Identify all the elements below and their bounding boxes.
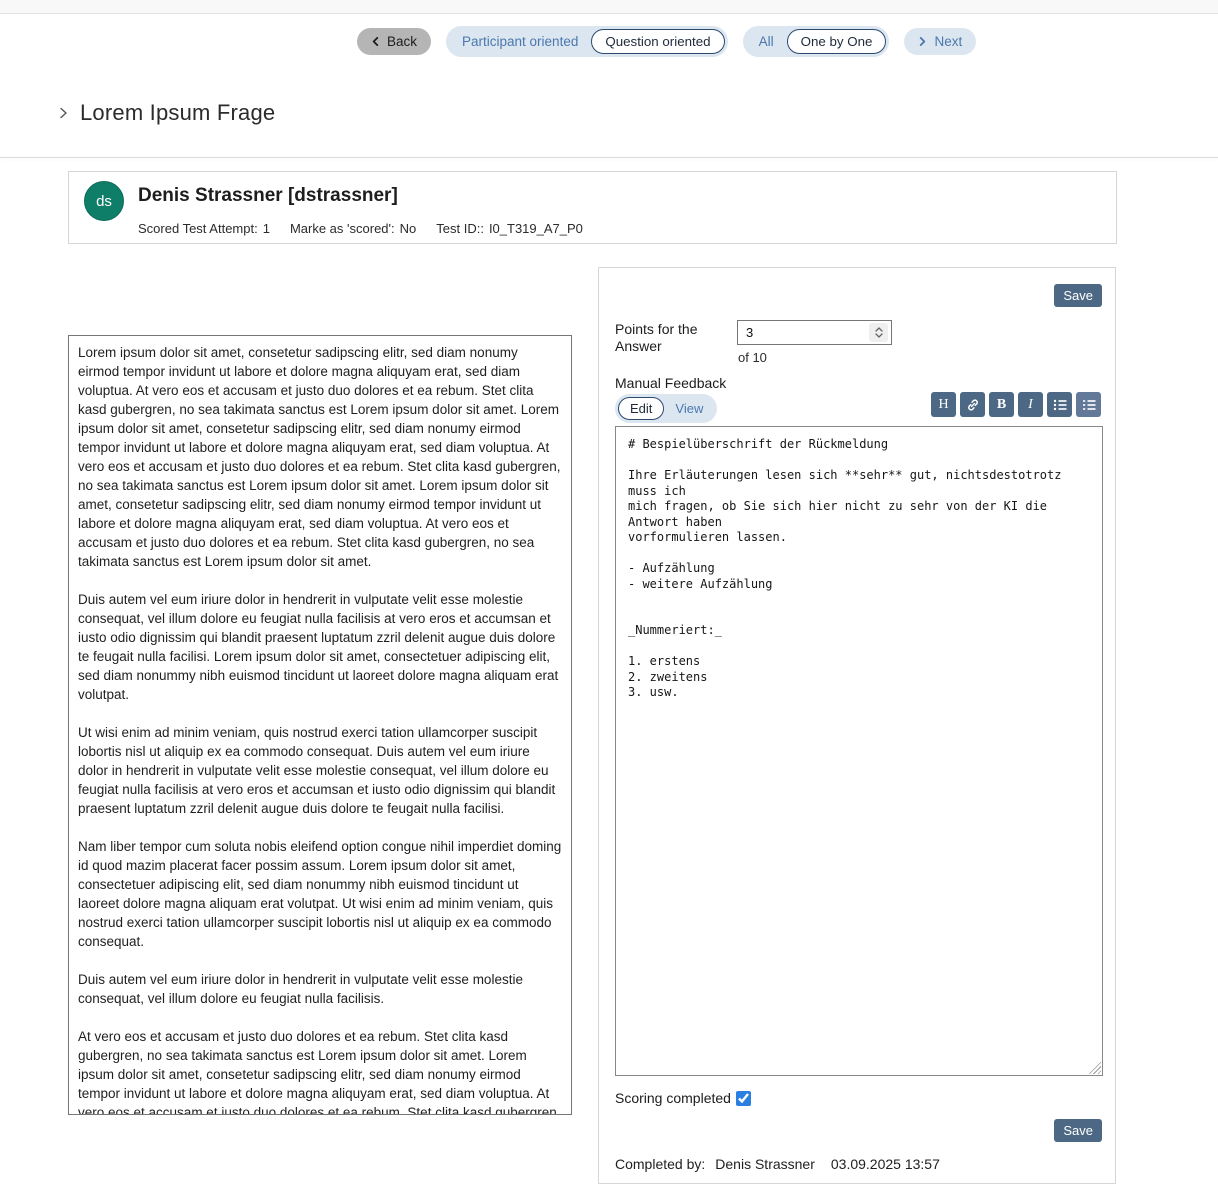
test-id-value: I0_T319_A7_P0 bbox=[488, 221, 583, 236]
feedback-textarea[interactable] bbox=[615, 426, 1103, 1076]
scoring-completed-checkbox[interactable] bbox=[736, 1091, 751, 1106]
scored-attempt-label: Scored Test Attempt: bbox=[138, 221, 258, 236]
top-strip bbox=[0, 0, 1218, 14]
chevron-left-icon bbox=[371, 37, 380, 46]
one-by-one-button[interactable]: One by One bbox=[787, 29, 887, 54]
spinner-down-icon bbox=[875, 333, 883, 338]
italic-icon: I bbox=[1028, 396, 1033, 412]
completed-by-label: Completed by: bbox=[615, 1156, 706, 1172]
save-button-bottom[interactable]: Save bbox=[1054, 1119, 1102, 1142]
marked-scored-pair bbox=[290, 221, 416, 236]
back-button-label: Back bbox=[387, 34, 418, 49]
scored-attempt-value: 1 bbox=[262, 221, 270, 236]
bold-icon: B bbox=[996, 396, 1007, 412]
points-spinner[interactable] bbox=[869, 323, 888, 342]
heading-icon: H bbox=[938, 396, 949, 412]
marked-scored-label: Marke as 'scored': bbox=[289, 221, 395, 236]
question-header[interactable] bbox=[57, 100, 275, 126]
feedback-editor-wrap bbox=[615, 426, 1103, 1076]
participant-meta bbox=[138, 221, 583, 236]
tab-view[interactable]: View bbox=[664, 398, 714, 419]
ordered-list-button[interactable] bbox=[1076, 392, 1101, 417]
participant-answer-textarea[interactable] bbox=[68, 335, 572, 1115]
header-divider bbox=[0, 157, 1218, 158]
completed-by-datetime: 03.09.2025 13:57 bbox=[830, 1156, 940, 1172]
participant-oriented-button[interactable]: Participant oriented bbox=[449, 30, 591, 53]
unordered-list-icon bbox=[1053, 399, 1067, 411]
editor-toolbar bbox=[931, 392, 1101, 417]
back-button[interactable] bbox=[357, 28, 431, 55]
spinner-up-icon bbox=[875, 327, 883, 332]
avatar: ds bbox=[84, 181, 124, 221]
bold-format-button[interactable] bbox=[989, 392, 1014, 417]
collapse-chevron-icon bbox=[57, 107, 69, 119]
feedback-tab-toggle bbox=[615, 394, 717, 423]
next-button-label: Next bbox=[934, 34, 963, 49]
scoring-completed-label: Scoring completed bbox=[615, 1090, 731, 1106]
scored-attempt-pair bbox=[138, 221, 270, 236]
test-id-pair bbox=[436, 221, 583, 236]
next-button[interactable] bbox=[904, 28, 976, 55]
pagination-mode-toggle bbox=[743, 26, 890, 57]
points-label: Points for the Answer bbox=[615, 321, 698, 354]
participant-name: Denis Strassner [dstrassner] bbox=[138, 185, 398, 206]
save-button-top[interactable]: Save bbox=[1054, 284, 1102, 307]
marked-scored-value: No bbox=[399, 221, 417, 236]
view-mode-toggle bbox=[446, 26, 728, 57]
link-icon bbox=[966, 398, 980, 412]
completed-by-row bbox=[615, 1156, 940, 1172]
points-value: 3 bbox=[746, 325, 754, 340]
points-max-label: of 10 bbox=[738, 350, 767, 365]
heading-format-button[interactable] bbox=[931, 392, 956, 417]
test-id-label: Test ID:: bbox=[436, 221, 484, 236]
ordered-list-icon bbox=[1082, 399, 1096, 411]
points-input[interactable] bbox=[737, 320, 892, 345]
pagination-toolbar bbox=[357, 26, 976, 57]
participant-card bbox=[68, 171, 1117, 244]
manual-feedback-label: Manual Feedback bbox=[615, 375, 727, 391]
italic-format-button[interactable] bbox=[1018, 392, 1043, 417]
unordered-list-button[interactable] bbox=[1047, 392, 1072, 417]
tab-edit[interactable]: Edit bbox=[618, 397, 664, 420]
link-format-button[interactable] bbox=[960, 392, 985, 417]
question-oriented-button[interactable]: Question oriented bbox=[591, 29, 724, 54]
all-button[interactable]: All bbox=[746, 30, 787, 53]
scoring-panel bbox=[598, 267, 1116, 1184]
chevron-right-icon bbox=[918, 37, 927, 46]
completed-by-name: Denis Strassner bbox=[715, 1156, 815, 1172]
question-title: Lorem Ipsum Frage bbox=[80, 100, 276, 125]
